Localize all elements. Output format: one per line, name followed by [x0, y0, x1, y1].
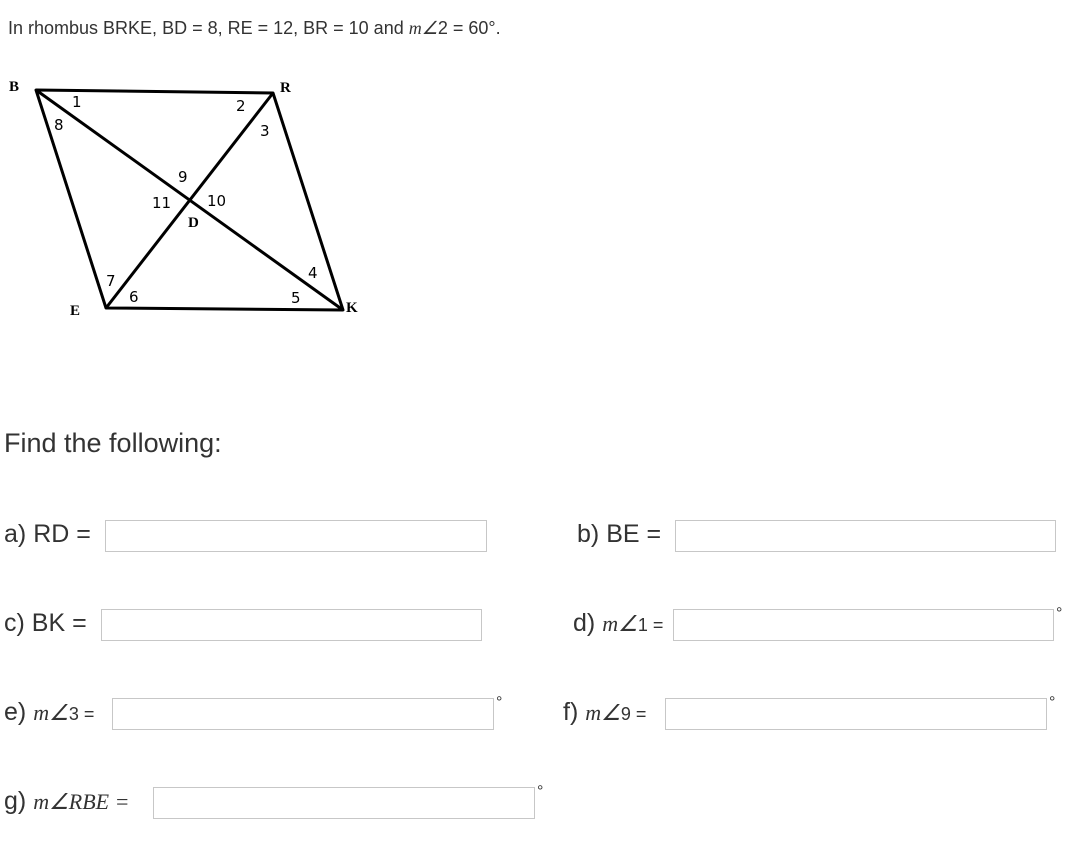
problem-prefix: In rhombus BRKE, BD = 8, RE = 12, BR = 10 and [8, 18, 409, 38]
answer-rd-input[interactable] [105, 520, 487, 552]
question-a-label [4, 520, 91, 549]
problem-suffix: = 60°. [447, 18, 501, 38]
vertex-label-k: K [346, 300, 358, 316]
angle-label-6: 6 [129, 288, 139, 306]
question-d-letter: d) [573, 609, 596, 637]
angle-label-5: 5 [291, 289, 301, 307]
angle-label-7: 7 [106, 272, 116, 290]
degree-symbol-g: ° [537, 783, 544, 800]
question-f-eq: = [630, 704, 647, 724]
answer-angle-rbe-input[interactable] [153, 787, 535, 819]
question-b-text: BE = [606, 520, 662, 548]
question-a-text: RD = [33, 520, 91, 548]
diagonal-re [106, 93, 273, 308]
vertex-label-b: B [9, 79, 20, 95]
degree-symbol-e: ° [496, 694, 503, 711]
question-d-math: m∠ [602, 611, 638, 636]
question-c-label [4, 609, 87, 638]
answer-bk-input[interactable] [101, 609, 482, 641]
vertex-label-r: R [280, 80, 291, 96]
angle-label-11: 11 [152, 194, 172, 212]
question-e-num: 3 [68, 704, 79, 724]
question-c-letter: c) [4, 609, 25, 637]
degree-symbol-d: ° [1056, 605, 1063, 622]
rhombus-diagram [0, 70, 380, 330]
problem-angle-num: 2 [437, 18, 448, 38]
question-f-math: m∠ [585, 700, 621, 725]
question-b-label [577, 520, 661, 549]
vertex-label-d: D [188, 215, 199, 231]
question-d-eq: = [647, 615, 664, 635]
question-e-label [4, 698, 94, 727]
question-e-eq: = [78, 704, 95, 724]
instructions: Find the following: [4, 428, 222, 458]
answer-be-input[interactable] [675, 520, 1056, 552]
rhombus-figure [0, 70, 380, 330]
question-b-letter: b) [577, 520, 600, 548]
answer-angle-3-input[interactable] [112, 698, 494, 730]
angle-label-2: 2 [236, 97, 246, 115]
question-g-eq: = [109, 789, 130, 814]
question-f-num: 9 [620, 704, 631, 724]
angle-label-10: 10 [207, 192, 227, 210]
question-d-label [573, 609, 663, 638]
vertex-label-e: E [70, 303, 81, 319]
question-f-label [563, 698, 646, 727]
problem-statement [8, 18, 501, 39]
question-e-math: m∠ [33, 700, 69, 725]
angle-label-1: 1 [72, 93, 82, 111]
answer-angle-1-input[interactable] [673, 609, 1054, 641]
answer-angle-9-input[interactable] [665, 698, 1047, 730]
problem-angle-expr: m∠ [408, 18, 438, 38]
angle-label-9: 9 [178, 168, 188, 186]
question-c-text: BK = [31, 609, 87, 637]
question-a-letter: a) [4, 520, 27, 548]
angle-label-4: 4 [308, 264, 318, 282]
question-e-letter: e) [4, 698, 27, 726]
question-g-math: m∠RBE [33, 789, 110, 814]
question-d-num: 1 [637, 615, 648, 635]
degree-symbol-f: ° [1049, 694, 1056, 711]
question-g-label [4, 787, 129, 816]
angle-label-3: 3 [260, 122, 270, 140]
question-g-letter: g) [4, 787, 27, 815]
angle-label-8: 8 [54, 116, 64, 134]
question-f-letter: f) [563, 698, 579, 726]
